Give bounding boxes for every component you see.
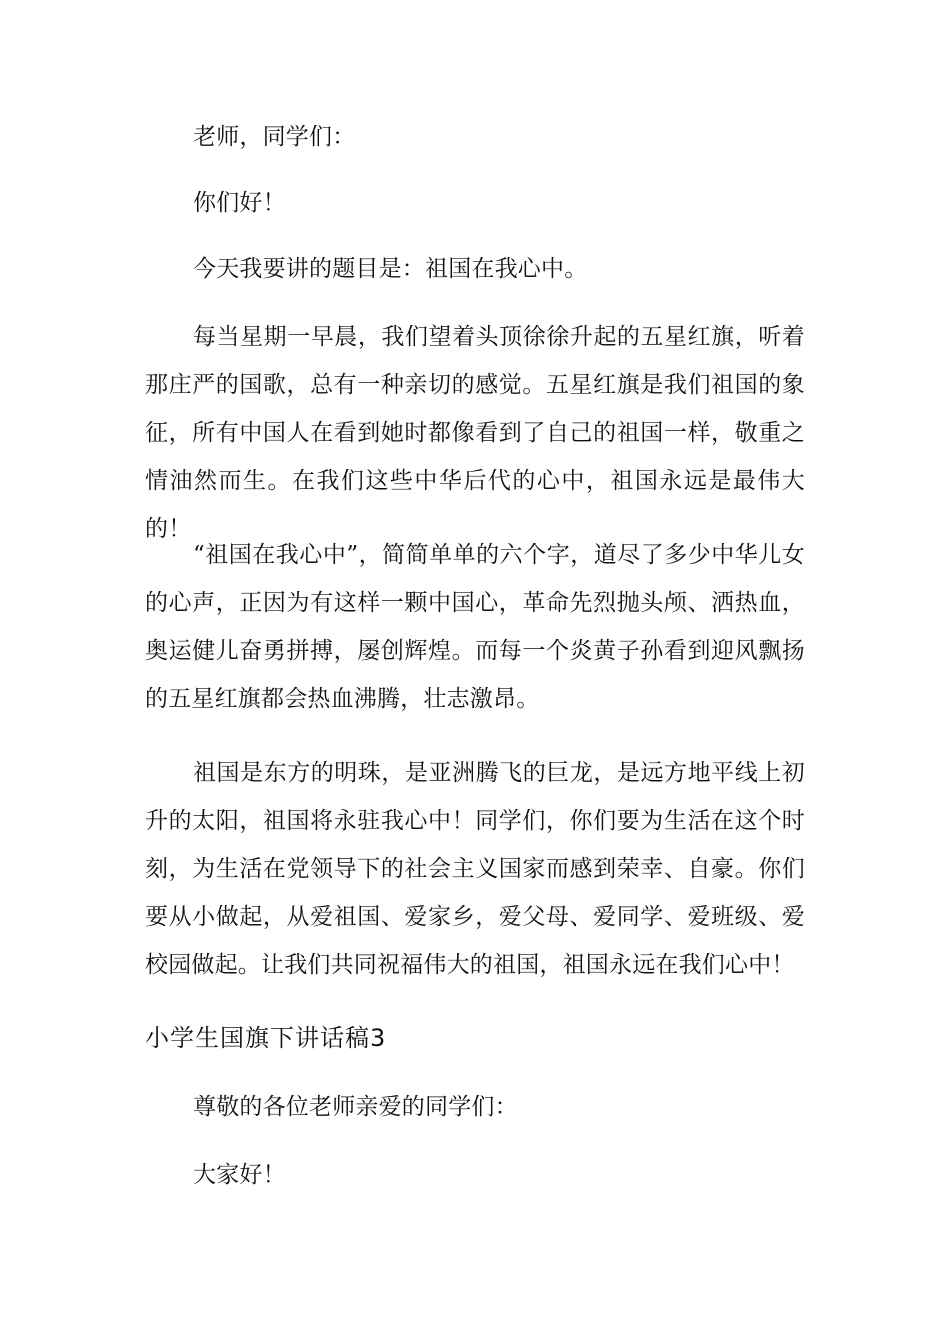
hello-paragraph: 你们好！ bbox=[193, 190, 286, 216]
topic-paragraph: 今天我要讲的题目是：祖国在我心中。 bbox=[193, 256, 588, 282]
greeting-paragraph: 老师，同学们： bbox=[193, 124, 356, 150]
hello-paragraph: 大家好！ bbox=[193, 1162, 286, 1188]
salutation-paragraph: 尊敬的各位老师亲爱的同学们： bbox=[193, 1094, 518, 1120]
body-paragraph: 祖国是东方的明珠，是亚洲腾飞的巨龙，是远方地平线上初升的太阳，祖国将永驻我心中！同学们，你们要为生活在这个时刻，为生活在党领导下的社会主义国家而感到荣幸、自豪。你们要从小做起，从爱祖国、爱家乡，爱父母、爱同学、爱班级、爱校园做起。让我们共同祝福伟大的祖国，祖国永远在我们心中！ bbox=[145, 760, 805, 978]
body-paragraph: 每当星期一早晨，我们望着头顶徐徐升起的五星红旗，听着那庄严的国歌，总有一种亲切的感觉。五星红旗是我们祖国的象征，所有中国人在看到她时都像看到了自己的祖国一样，敬重之情油然而生。在我们这些中华后代的心中，祖国永远是最伟大的！ bbox=[145, 324, 805, 542]
body-paragraph: “祖国在我心中”，简简单单的六个字，道尽了多少中华儿女的心声，正因为有这样一颗中国心，革命先烈抛头颅、洒热血，奥运健儿奋勇拼搏，屡创辉煌。而每一个炎黄子孙看到迎风飘扬的五星红旗都会热血沸腾，壮志激昂。 bbox=[145, 542, 805, 712]
section-heading: 小学生国旗下讲话稿3 bbox=[145, 1024, 387, 1052]
